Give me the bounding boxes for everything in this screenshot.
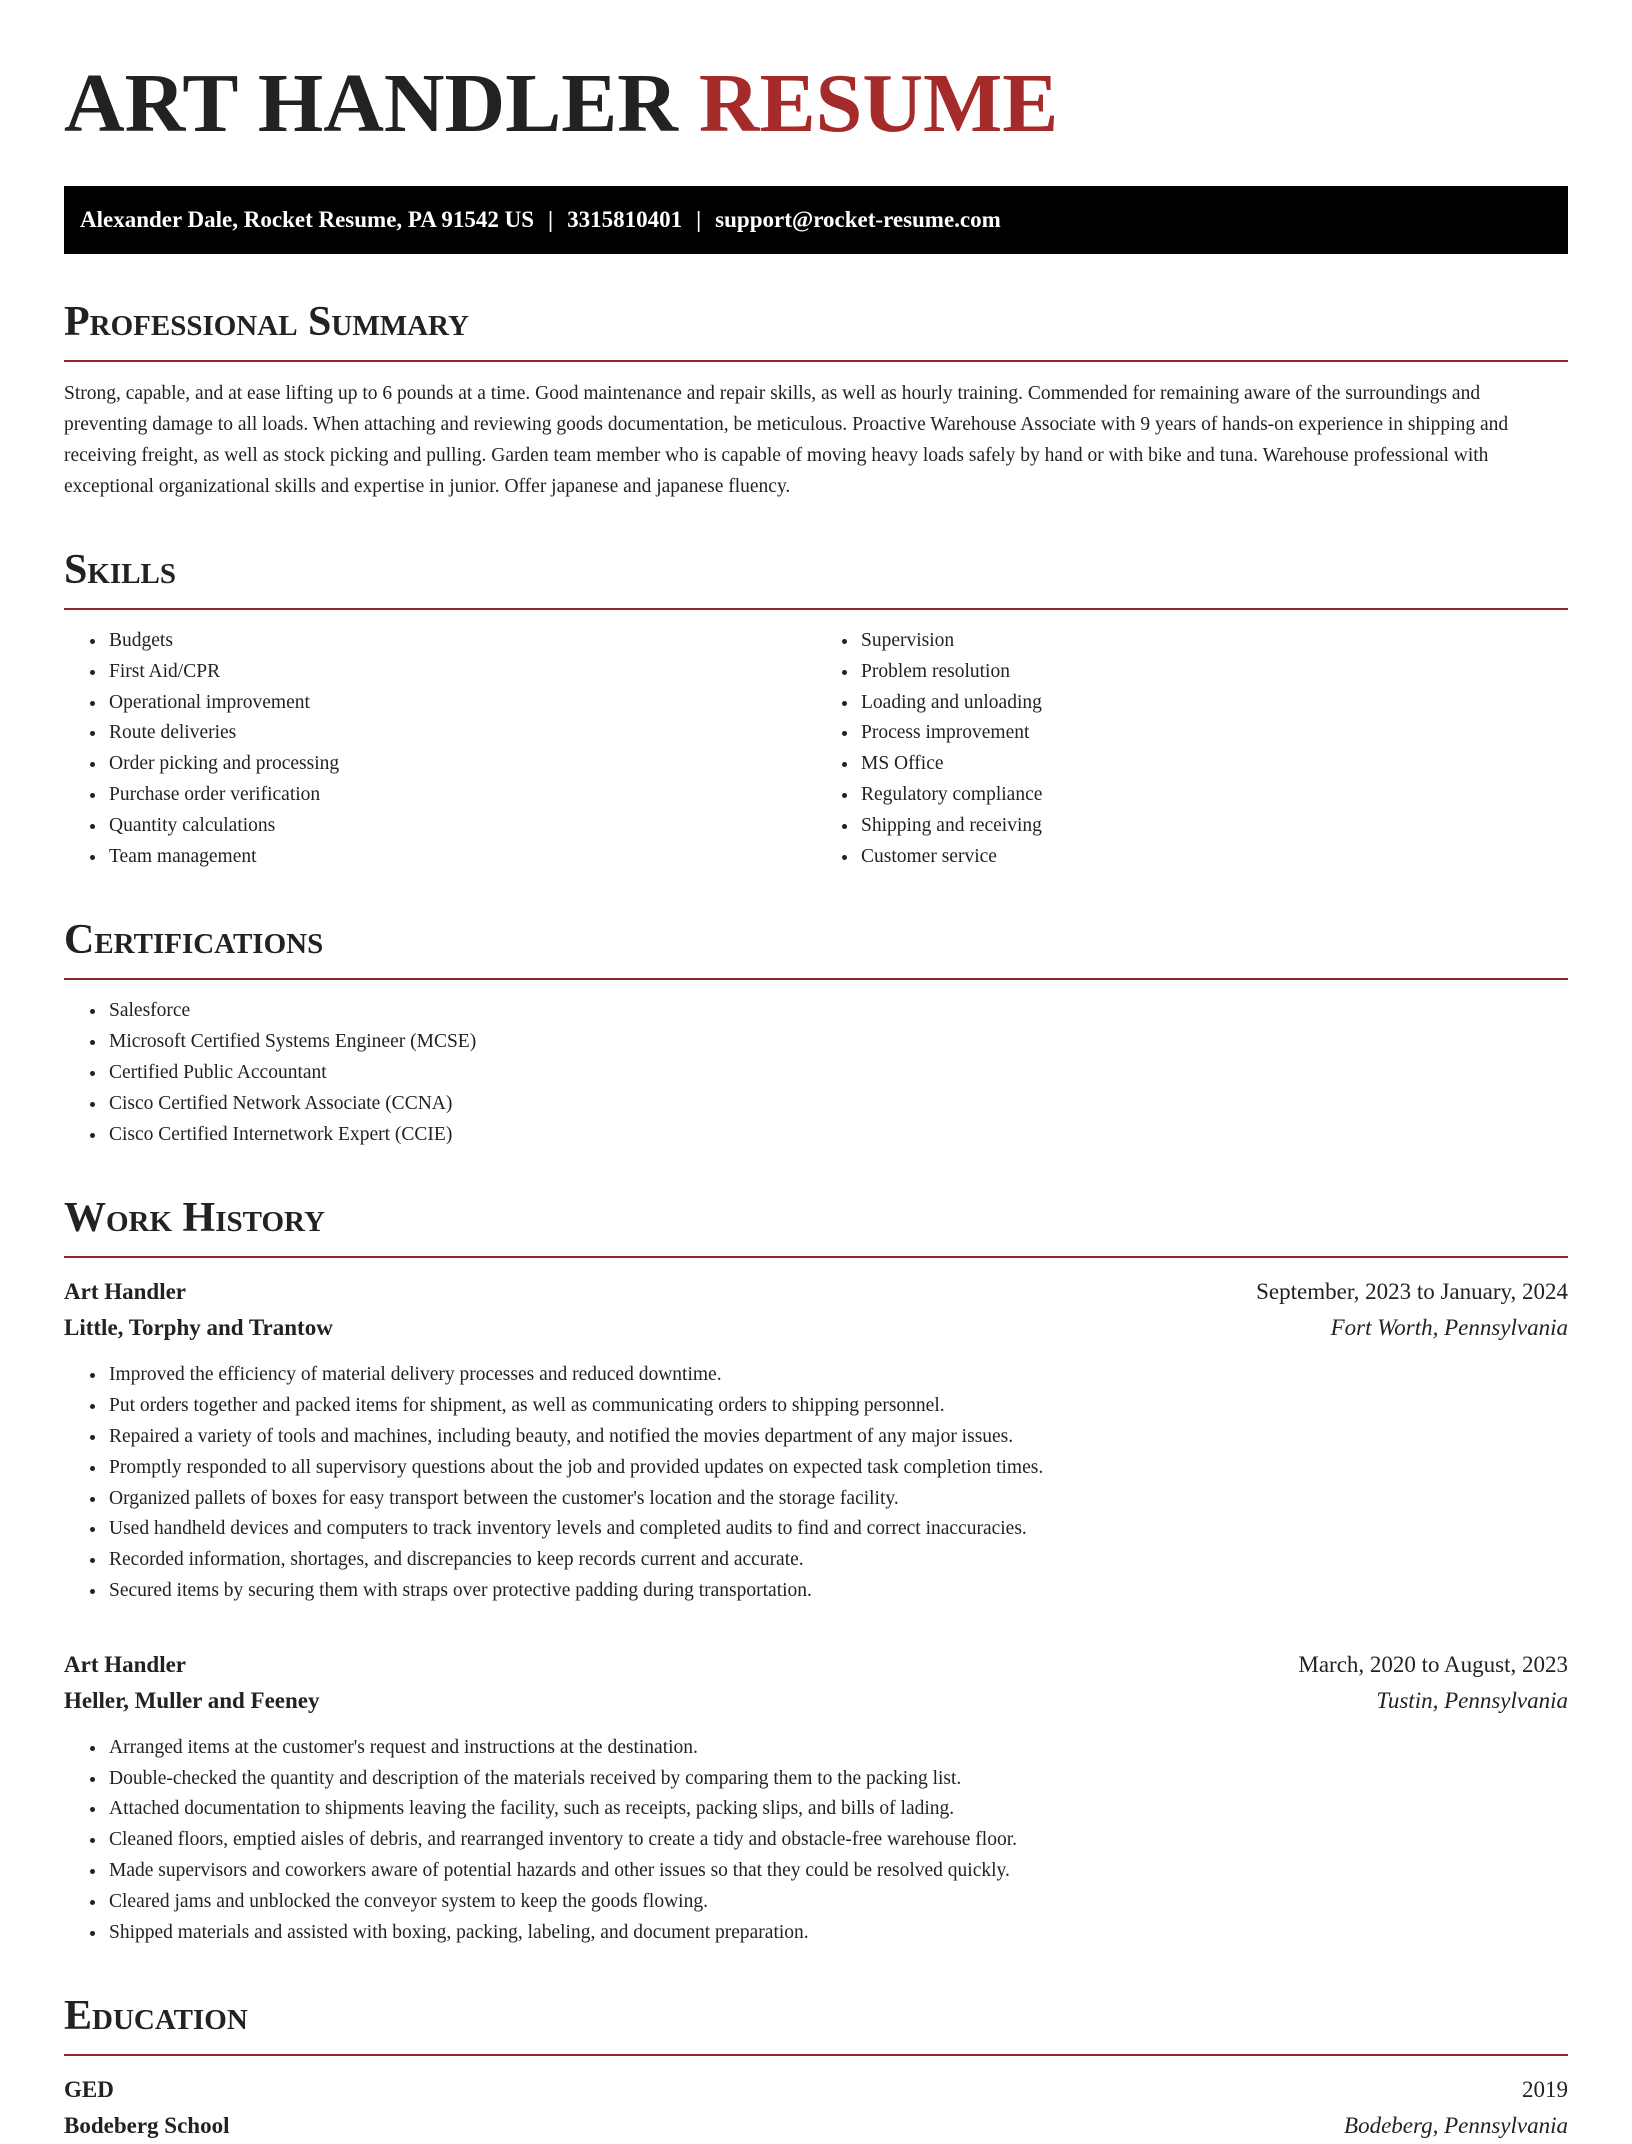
contact-phone: 3315810401 — [567, 207, 683, 232]
certifications-list — [64, 996, 1568, 1150]
education-heading: Education — [64, 1992, 1568, 2056]
certification-item: • Certified Public Accountant — [107, 1058, 1568, 1089]
skills-heading: Skills — [64, 546, 1568, 610]
job-header-row — [64, 1647, 1568, 1683]
job-dates: March, 2020 to August, 2023 — [1298, 1651, 1568, 1677]
job-company: Heller, Muller and Feeney — [64, 1687, 320, 1713]
job-bullets — [64, 1733, 1568, 1949]
skills-list-right — [816, 626, 1568, 872]
job-bullet: • Secured items by securing them with straps over protective padding during transportation. — [107, 1576, 1568, 1607]
skill-item: • Shipping and receiving — [859, 811, 1568, 842]
job-company-row — [64, 1310, 1568, 1346]
work-history-heading: Work History — [64, 1194, 1568, 1258]
job-role: Art Handler — [64, 1279, 187, 1305]
education-degree: GED — [64, 2077, 114, 2103]
skills-list-left — [64, 626, 816, 872]
summary-heading: Professional Summary — [64, 298, 1568, 362]
skill-item: • Problem resolution — [859, 657, 1568, 688]
job-bullet: • Improved the efficiency of material delivery processes and reduced downtime. — [107, 1360, 1568, 1391]
skills-grid — [64, 626, 1568, 872]
skill-item: • Loading and unloading — [859, 688, 1568, 719]
skill-item: • Order picking and processing — [107, 749, 816, 780]
job-bullet: • Used handheld devices and computers to track inventory levels and completed audits to find and correct inaccuracies. — [107, 1514, 1568, 1545]
job-bullet: • Recorded information, shortages, and discrepancies to keep records current and accurate. — [107, 1545, 1568, 1576]
skill-item: • Route deliveries — [107, 718, 816, 749]
job-bullet: • Arranged items at the customer's request and instructions at the destination. — [107, 1733, 1568, 1764]
skill-item: • Customer service — [859, 842, 1568, 873]
summary-section — [64, 298, 1568, 502]
skill-item: • Operational improvement — [107, 688, 816, 719]
certifications-heading: Certifications — [64, 916, 1568, 980]
job-bullet: • Cleaned floors, emptied aisles of debris, and rearranged inventory to create a tidy and obstacle-free warehouse floor. — [107, 1825, 1568, 1856]
job-bullet: • Organized pallets of boxes for easy transport between the customer's location and the storage facility. — [107, 1484, 1568, 1515]
skill-item: • MS Office — [859, 749, 1568, 780]
skill-item: • Budgets — [107, 626, 816, 657]
summary-text: Strong, capable, and at ease lifting up to 6 pounds at a time. Good maintenance and repair skills, as well as hourly training. Commended for remaining aware of the surroundings and preventing damage to all loads. When attaching and reviewing goods documentation, be meticulous. Proactive Warehouse Associate with 9 years of hands-on experience in shipping and receiving freight, as well as stock picking and pulling. Garden team member who is capable of moving heavy loads safely by hand or with bike and tuna. Warehouse professional with exceptional organizational skills and expertise in junior. Offer japanese and japanese fluency. — [64, 383, 1509, 497]
title-main: ART HANDLER — [64, 57, 678, 150]
education-header-row — [64, 2072, 1568, 2108]
skill-item: • Supervision — [859, 626, 1568, 657]
job-dates: September, 2023 to January, 2024 — [1256, 1279, 1568, 1305]
job-role: Art Handler — [64, 1651, 187, 1677]
contact-separator: | — [548, 207, 554, 232]
education-entry — [64, 2072, 1568, 2144]
skill-item: • First Aid/CPR — [107, 657, 816, 688]
certifications-section — [64, 916, 1568, 1150]
contact-separator: | — [696, 207, 702, 232]
job-location: Tustin, Pennsylvania — [1376, 1687, 1568, 1713]
job-bullet: • Cleared jams and unblocked the conveyor system to keep the goods flowing. — [107, 1887, 1568, 1918]
job-bullet: • Shipped materials and assisted with boxing, packing, labeling, and document preparation. — [107, 1918, 1568, 1949]
job-entry — [64, 1274, 1568, 1606]
job-bullet: • Promptly responded to all supervisory questions about the job and provided updates on expected task completion times. — [107, 1453, 1568, 1484]
job-location: Fort Worth, Pennsylvania — [1330, 1315, 1568, 1341]
title-accent: RESUME — [698, 57, 1059, 150]
certification-item: • Salesforce — [107, 996, 1568, 1027]
page-title — [64, 56, 1568, 152]
skill-item: • Process improvement — [859, 718, 1568, 749]
education-year: 2019 — [1522, 2077, 1568, 2103]
education-school: Bodeberg School — [64, 2113, 230, 2139]
job-company: Little, Torphy and Trantow — [64, 1315, 333, 1341]
contact-address: Alexander Dale, Rocket Resume, PA 91542 US — [80, 207, 534, 232]
contact-bar — [64, 186, 1568, 254]
job-bullet: • Repaired a variety of tools and machines, including beauty, and notified the movies department of any major issues. — [107, 1422, 1568, 1453]
job-company-row — [64, 1683, 1568, 1719]
skill-item: • Regulatory compliance — [859, 780, 1568, 811]
certification-item: • Cisco Certified Internetwork Expert (CCIE) — [107, 1120, 1568, 1151]
job-bullets — [64, 1360, 1568, 1606]
education-location: Bodeberg, Pennsylvania — [1344, 2113, 1568, 2139]
work-history-section — [64, 1194, 1568, 1948]
skills-section — [64, 546, 1568, 872]
skill-item: • Team management — [107, 842, 816, 873]
skill-item: • Quantity calculations — [107, 811, 816, 842]
job-bullet: • Double-checked the quantity and description of the materials received by comparing them to the packing list. — [107, 1764, 1568, 1795]
education-section — [64, 1992, 1568, 2144]
job-bullet: • Put orders together and packed items for shipment, as well as communicating orders to shipping personnel. — [107, 1391, 1568, 1422]
certification-item: • Microsoft Certified Systems Engineer (MCSE) — [107, 1027, 1568, 1058]
skill-item: • Purchase order verification — [107, 780, 816, 811]
job-entry — [64, 1647, 1568, 1949]
certification-item: • Cisco Certified Network Associate (CCNA) — [107, 1089, 1568, 1120]
job-bullet: • Attached documentation to shipments leaving the facility, such as receipts, packing slips, and bills of lading. — [107, 1794, 1568, 1825]
job-bullet: • Made supervisors and coworkers aware of potential hazards and other issues so that they could be resolved quickly. — [107, 1856, 1568, 1887]
contact-email: support@rocket-resume.com — [715, 207, 1001, 232]
education-school-row — [64, 2108, 1568, 2144]
job-header-row — [64, 1274, 1568, 1310]
